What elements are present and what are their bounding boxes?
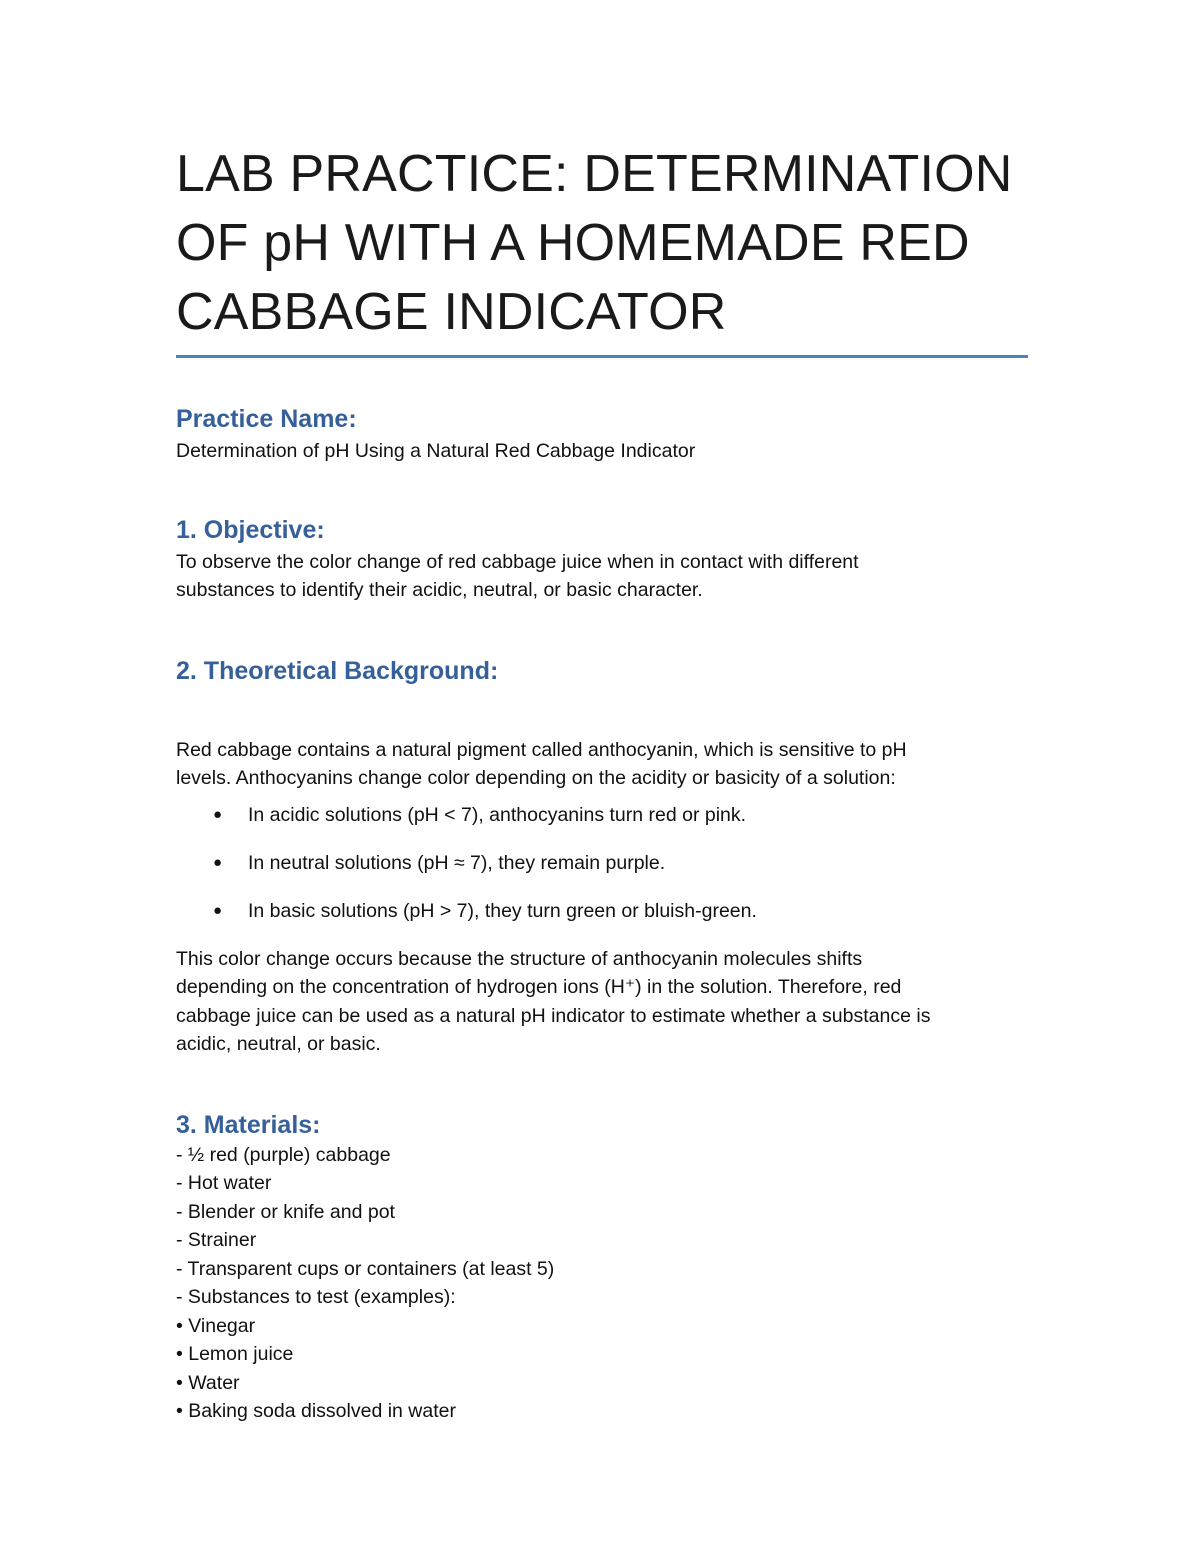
theory-outro-paragraph	[176, 945, 1028, 1059]
theory-outro-line: depending on the concentration of hydrogen ions (H⁺) in the solution. Therefore, red	[176, 976, 902, 998]
document-page	[176, 140, 1028, 1426]
list-item	[176, 801, 1028, 830]
materials-sub-item: • Baking soda dissolved in water	[176, 1400, 456, 1422]
materials-item: - Strainer	[176, 1229, 257, 1251]
materials-item: - Blender or knife and pot	[176, 1200, 395, 1223]
bullet-text: In basic solutions (pH > 7), they turn green or bluish-green.	[248, 899, 757, 922]
theory-outro-line: cabbage juice can be used as a natural pH indicator to estimate whether a substance is	[176, 1004, 931, 1027]
materials-heading: 3. Materials:	[176, 1110, 321, 1139]
materials-item: - Transparent cups or containers (at least 5)	[176, 1257, 555, 1280]
list-item	[176, 897, 1028, 926]
objective-line: substances to identify their acidic, neutral, or basic character.	[176, 579, 703, 601]
materials-sub-item: • Lemon juice	[176, 1343, 294, 1365]
objective-heading: 1. Objective:	[176, 515, 325, 544]
objective-line: To observe the color change of red cabbage juice when in contact with different	[176, 550, 859, 573]
materials-item: - Substances to test (examples):	[176, 1286, 456, 1308]
bullet-icon: ●	[213, 901, 223, 919]
theory-intro-line: levels. Anthocyanins change color depending on the acidity or basicity of a solution:	[176, 767, 896, 789]
bullet-icon: ●	[213, 853, 223, 871]
theory-intro-paragraph	[176, 736, 1028, 793]
title-line: OF pH WITH A HOMEMADE RED	[176, 214, 970, 272]
objective-text	[176, 548, 1028, 605]
bullet-text: In acidic solutions (pH < 7), anthocyanins turn red or pink.	[248, 803, 747, 826]
materials-list	[176, 1141, 1028, 1426]
practice-name-text: Determination of pH Using a Natural Red Cabbage Indicator	[176, 440, 696, 462]
practice-name-heading: Practice Name:	[176, 405, 357, 433]
title-underline-rule	[176, 355, 1028, 358]
ph-color-bullet-list	[176, 801, 1028, 926]
theory-intro-line: Red cabbage contains a natural pigment called anthocyanin, which is sensitive to pH	[176, 738, 907, 761]
title-line: CABBAGE INDICATOR	[176, 283, 727, 341]
materials-sub-item: • Water	[176, 1371, 240, 1394]
bullet-text: In neutral solutions (pH ≈ 7), they remain purple.	[248, 851, 666, 874]
theory-outro-line: acidic, neutral, or basic.	[176, 1033, 381, 1055]
theory-heading: 2. Theoretical Background:	[176, 656, 499, 685]
document-title	[176, 140, 1028, 347]
materials-sub-item: • Vinegar	[176, 1314, 256, 1337]
materials-item: - ½ red (purple) cabbage	[176, 1143, 391, 1166]
bullet-icon: ●	[213, 805, 223, 823]
materials-item: - Hot water	[176, 1172, 272, 1194]
title-line: LAB PRACTICE: DETERMINATION	[176, 145, 1013, 203]
theory-outro-line: This color change occurs because the structure of anthocyanin molecules shifts	[176, 947, 863, 970]
list-item	[176, 849, 1028, 878]
